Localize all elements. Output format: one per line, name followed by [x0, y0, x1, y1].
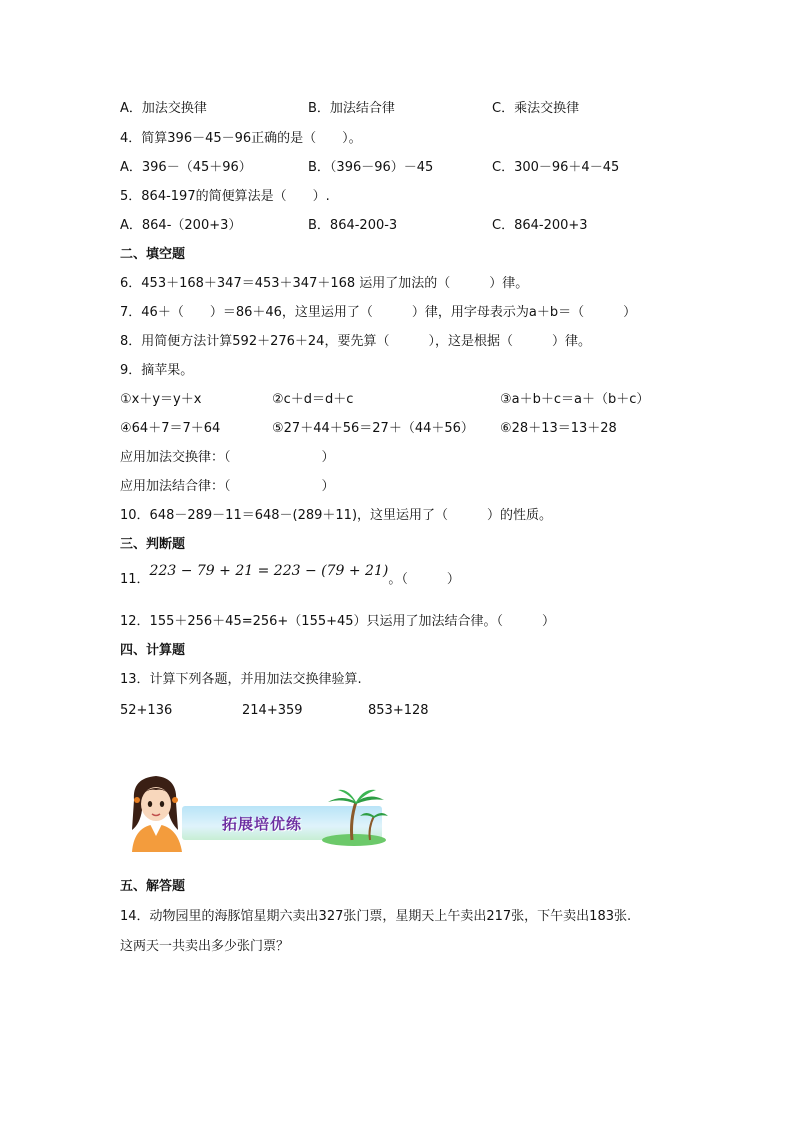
section-heading-fill-blank: 二、填空题 — [120, 247, 186, 262]
q5-stem: 5．864-197的简便算法是（ ）. — [120, 189, 330, 204]
q9-item-2: ②c＋d＝d＋c — [272, 392, 354, 407]
q13-item-2: 214+359 — [242, 703, 303, 718]
q3-option-c: C．乘法交换律 — [492, 101, 580, 116]
q13-stem: 13．计算下列各题，并用加法交换律验算. — [120, 672, 362, 687]
section-heading-calculation: 四、计算题 — [120, 643, 186, 658]
palm-tree-illustration — [318, 786, 388, 846]
q11-tail: 。（ ） — [388, 572, 460, 587]
q3-option-b: B．加法结合律 — [308, 101, 395, 116]
q14-line-1: 14．动物园里的海豚馆星期六卖出327张门票，星期天上午卖出217张，下午卖出183张. — [120, 909, 632, 924]
q6-text: 6．453＋168＋347＝453＋347＋168 运用了加法的（ ）律。 — [120, 276, 529, 291]
q9-item-3: ③a＋b＋c＝a＋（b＋c） — [500, 392, 650, 407]
q4-option-a: A．396－（45＋96） — [120, 160, 252, 175]
q9-apply-commutative: 应用加法交换律：（ ） — [120, 450, 335, 465]
q5-option-c: C．864-200+3 — [492, 218, 588, 233]
q5-option-a: A．864-（200+3） — [120, 218, 242, 233]
section-heading-word-problems: 五、解答题 — [120, 879, 186, 894]
q11-number: 11． — [120, 572, 150, 587]
q3-option-a: A．加法交换律 — [120, 101, 207, 116]
q11-line — [120, 563, 460, 589]
section-heading-judgement: 三、判断题 — [120, 537, 186, 552]
q9-item-5: ⑤27＋44＋56＝27＋（44＋56） — [272, 421, 474, 436]
banner-title: 拓展培优练 — [222, 815, 303, 833]
girl-illustration — [120, 770, 200, 852]
q9-item-4: ④64＋7＝7＋64 — [120, 421, 221, 436]
q12-text: 12．155＋256＋45=256+（155+45）只运用了加法结合律。（ ） — [120, 614, 556, 629]
q10-text: 10．648－289－11＝648－(289＋11)，这里运用了（ ）的性质。 — [120, 508, 553, 523]
q7-text: 7．46＋（ ）＝86＋46，这里运用了（ ）律，用字母表示为a＋b＝（ ） — [120, 305, 637, 320]
q11-expression: 223 − 79 + 21 = 223 − (79 + 21) — [149, 563, 389, 579]
q4-option-c: C．300－96＋4－45 — [492, 160, 620, 175]
q4-stem: 4．简算396－45－96正确的是（ ）。 — [120, 131, 362, 146]
q13-item-3: 853+128 — [368, 703, 429, 718]
q9-item-6: ⑥28＋13＝13＋28 — [500, 421, 617, 436]
q8-text: 8．用简便方法计算592＋276＋24，要先算（ ），这是根据（ ）律。 — [120, 334, 591, 349]
q9-stem: 9．摘苹果。 — [120, 363, 194, 378]
q9-item-1: ①x＋y＝y＋x — [120, 392, 202, 407]
q4-option-b: B．（396－96）－45 — [308, 160, 434, 175]
q9-apply-associative: 应用加法结合律：（ ） — [120, 479, 335, 494]
q14-line-2: 这两天一共卖出多少张门票？ — [120, 939, 290, 954]
extension-practice-banner — [120, 770, 382, 852]
q13-item-1: 52+136 — [120, 703, 173, 718]
q5-option-b: B．864-200-3 — [308, 218, 398, 233]
